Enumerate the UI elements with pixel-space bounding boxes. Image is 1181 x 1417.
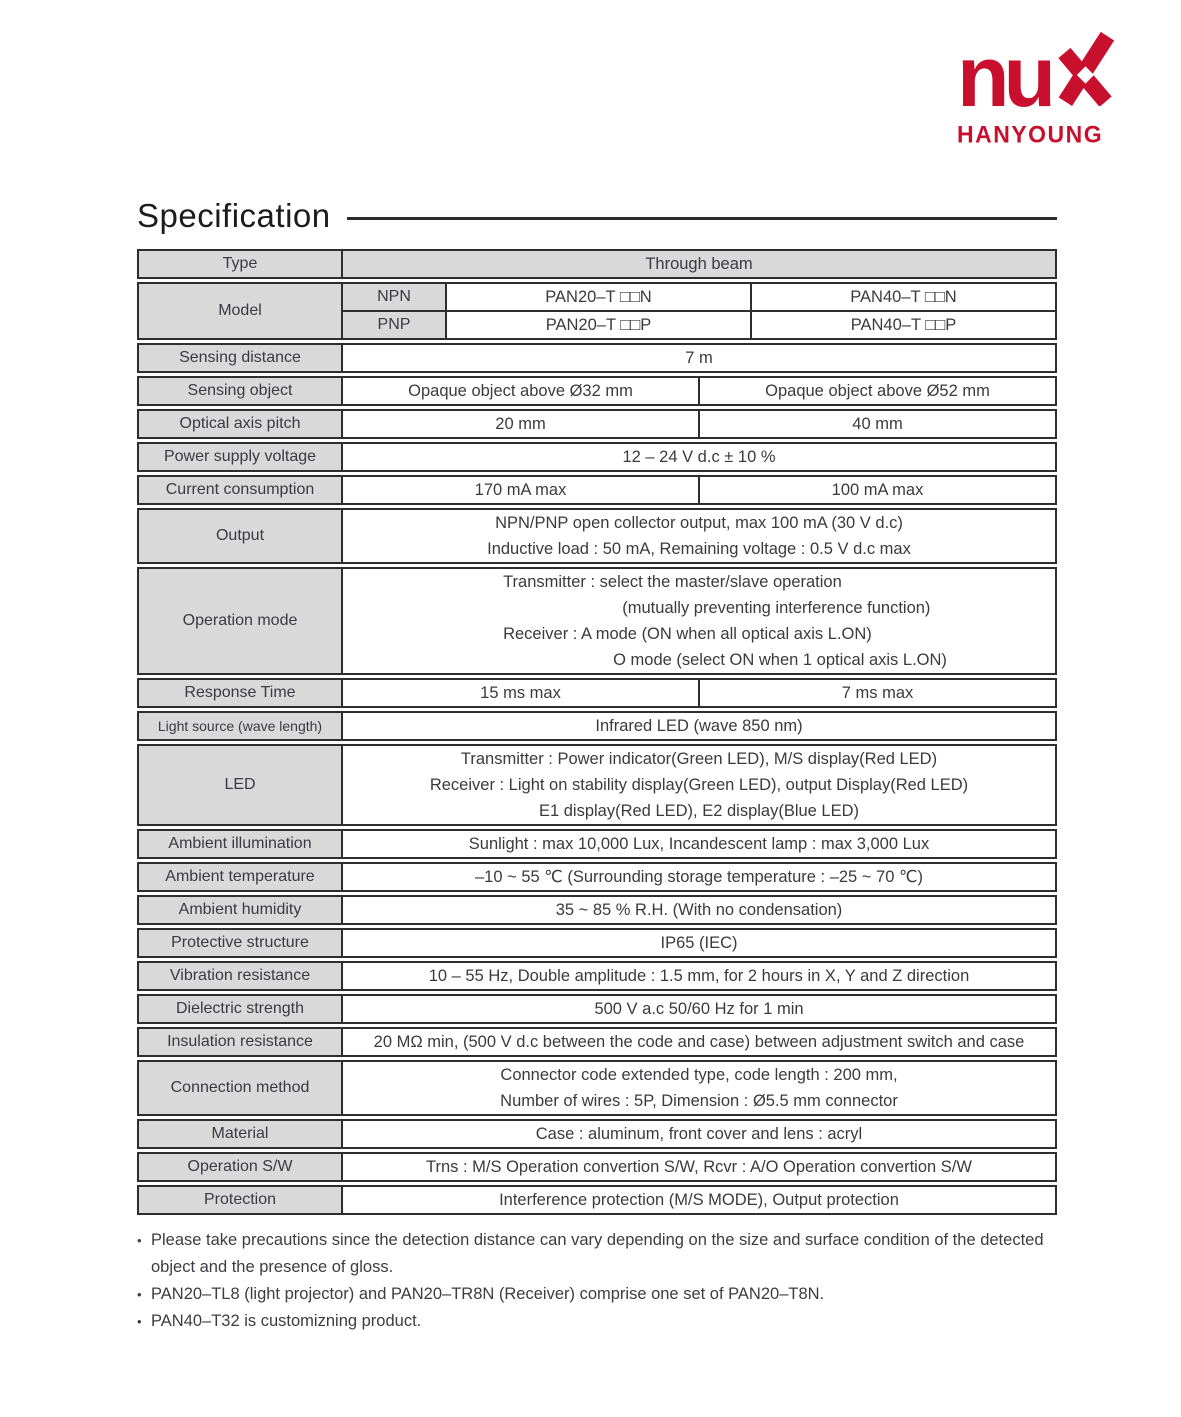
spec-row [137, 1119, 1057, 1149]
value-line: Trns : M/S Operation convertion S/W, Rcvr : A/O Operation convertion S/W [426, 1158, 972, 1176]
spec-row-value [343, 1187, 1055, 1213]
footnote-text: PAN20–TL8 (light projector) and PAN20–TR8N (Receiver) comprise one set of PAN20–T8N. [151, 1285, 825, 1303]
value-line: Opaque object above Ø52 mm [765, 382, 990, 400]
value-line: Receiver : Light on stability display(Green LED), output Display(Red LED) [429, 776, 969, 794]
spec-row [137, 961, 1057, 991]
spec-row-value [343, 996, 1055, 1022]
model-row [137, 282, 1057, 340]
spec-row-label: Current consumption [139, 477, 343, 503]
model-row-label: Model [139, 284, 343, 338]
spec-row [137, 1027, 1057, 1057]
spec-row-value [698, 378, 1055, 404]
value-line: 20 MΩ min, (500 V d.c between the code and case) between adjustment switch and case [373, 1033, 1025, 1051]
spec-row [137, 744, 1057, 826]
spec-row-label: Operation S/W [139, 1154, 343, 1180]
model-npn-row [343, 284, 1055, 312]
spec-row-label: Power supply voltage [139, 444, 343, 470]
spec-row-value [343, 345, 1055, 371]
value-text [705, 680, 1050, 706]
spec-row-value [698, 477, 1055, 503]
value-text [705, 477, 1050, 503]
model-pnp-row [343, 312, 1055, 338]
value-text [348, 444, 1050, 470]
spec-row-value [343, 510, 1055, 562]
spec-row-value [343, 831, 1055, 857]
spec-row-label: Protective structure [139, 930, 343, 956]
value-line: Connector code extended type, code length : 200 mm, [500, 1066, 898, 1084]
value-text [705, 411, 1050, 437]
value-text [348, 345, 1050, 371]
value-line: 10 – 55 Hz, Double amplitude : 1.5 mm, for 2 hours in X, Y and Z direction [428, 967, 970, 985]
spec-row [137, 895, 1057, 925]
spec-row-value [343, 963, 1055, 989]
value-line: 40 mm [852, 415, 903, 433]
spec-row-value [343, 864, 1055, 890]
spec-row [137, 1060, 1057, 1116]
value-line: Transmitter : select the master/slave operation [503, 573, 842, 591]
value-line: 12 – 24 V d.c ± 10 % [622, 448, 776, 466]
value-line: 100 mA max [831, 481, 924, 499]
value-line: Sunlight : max 10,000 Lux, Incandescent lamp : max 3,000 Lux [468, 835, 930, 853]
model-npn-pan40: PAN40–T □□N [750, 284, 1055, 310]
spec-row-label: Ambient illumination [139, 831, 343, 857]
spec-row-label: Ambient temperature [139, 864, 343, 890]
logo-brand [957, 29, 1153, 125]
model-pnp-label: PNP [343, 312, 447, 338]
spec-row-label: Response Time [139, 680, 343, 706]
spec-row-value [698, 411, 1055, 437]
spec-row-label: Protection [139, 1187, 343, 1213]
value-text [348, 1121, 1050, 1147]
spec-row-value [343, 930, 1055, 956]
logo-company-text: HANYOUNG [957, 120, 1104, 148]
value-text-block [503, 569, 947, 673]
value-line: Receiver : A mode (ON when all optical axis L.ON) [503, 625, 872, 643]
value-text [705, 378, 1050, 404]
value-text [348, 1154, 1050, 1180]
value-text [348, 746, 1050, 824]
model-pnp-pan40: PAN40–T □□P [750, 312, 1055, 338]
spec-row-value [343, 444, 1055, 470]
spec-row [137, 1152, 1057, 1182]
spec-row-value [343, 1062, 1055, 1114]
spec-row-label: Light source (wave length) [139, 713, 343, 739]
spec-row-label: Optical axis pitch [139, 411, 343, 437]
spec-row-value [343, 897, 1055, 923]
value-line: Interference protection (M/S MODE), Output protection [499, 1191, 899, 1209]
spec-row-label: Connection method [139, 1062, 343, 1114]
value-text [348, 680, 693, 706]
value-line: NPN/PNP open collector output, max 100 mA (30 V d.c) [495, 514, 903, 532]
value-text [348, 378, 693, 404]
spec-row [137, 409, 1057, 439]
footnote-item [137, 1308, 1063, 1335]
value-line: O mode (select ON when 1 optical axis L.ON) [503, 651, 947, 669]
spec-row-label: LED [139, 746, 343, 824]
value-text [348, 864, 1050, 890]
logo-x-icon [1056, 30, 1114, 106]
model-npn-label: NPN [343, 284, 447, 310]
spec-row-value [698, 680, 1055, 706]
footnotes [137, 1227, 1063, 1335]
value-line: (mutually preventing interference function) [503, 599, 931, 617]
value-line: 20 mm [495, 415, 546, 433]
bullet-icon: • [137, 1287, 142, 1302]
spec-row-value [343, 1029, 1055, 1055]
value-line: Opaque object above Ø32 mm [408, 382, 633, 400]
spec-row-label: Ambient humidity [139, 897, 343, 923]
spec-row-value [343, 746, 1055, 824]
spec-rows [137, 343, 1057, 1215]
value-line: Number of wires : 5P, Dimension : Ø5.5 mm connector [500, 1092, 898, 1110]
value-text [348, 713, 1050, 739]
spec-row-value [343, 1154, 1055, 1180]
spec-row-label: Sensing object [139, 378, 343, 404]
spec-row-label: Insulation resistance [139, 1029, 343, 1055]
value-text [348, 477, 693, 503]
spec-row [137, 678, 1057, 708]
spec-row-label: Dielectric strength [139, 996, 343, 1022]
bullet-icon: • [137, 1233, 142, 1248]
value-line: Transmitter : Power indicator(Green LED), M/S display(Red LED) [460, 750, 938, 768]
spec-row-value [343, 411, 698, 437]
page-title: Specification [137, 197, 331, 234]
type-row-label: Type [139, 251, 343, 277]
spec-table [137, 249, 1057, 1215]
value-line: 15 ms max [480, 684, 561, 702]
spec-row [137, 829, 1057, 859]
value-text [348, 897, 1050, 923]
title-rule [347, 217, 1057, 220]
spec-row [137, 442, 1057, 472]
value-text [348, 411, 693, 437]
value-text [348, 831, 1050, 857]
spec-row [137, 508, 1057, 564]
spec-row [137, 1185, 1057, 1215]
spec-row [137, 928, 1057, 958]
spec-row-value [343, 713, 1055, 739]
model-subtable [343, 284, 1055, 338]
value-line: 7 ms max [841, 684, 914, 702]
spec-row [137, 862, 1057, 892]
value-text [348, 930, 1050, 956]
value-line: 500 V a.c 50/60 Hz for 1 min [594, 1000, 804, 1018]
spec-row-label: Vibration resistance [139, 963, 343, 989]
model-npn-pan20: PAN20–T □□N [545, 288, 652, 306]
spec-row [137, 711, 1057, 741]
value-line: 7 m [685, 349, 713, 367]
value-line: Case : aluminum, front cover and lens : acryl [535, 1125, 863, 1143]
footnote-item [137, 1281, 1063, 1308]
logo-brand-text: nu [957, 29, 1051, 125]
value-text [348, 510, 1050, 562]
value-text [348, 1029, 1050, 1055]
value-text [348, 1062, 1050, 1114]
value-text [348, 996, 1050, 1022]
spec-row-label: Material [139, 1121, 343, 1147]
spec-row [137, 994, 1057, 1024]
spec-row [137, 475, 1057, 505]
spec-row-value [343, 1121, 1055, 1147]
spec-row [137, 567, 1057, 675]
footnote-text: PAN40–T32 is customizning product. [151, 1312, 422, 1330]
type-row-value: Through beam [343, 251, 1055, 277]
spec-row [137, 376, 1057, 406]
value-line: –10 ~ 55 ℃ (Surrounding storage temperature : –25 ~ 70 ℃) [475, 868, 923, 886]
model-pnp-pan20: PAN20–T □□P [545, 316, 652, 334]
value-line: IP65 (IEC) [660, 934, 738, 952]
spec-row-label: Operation mode [139, 569, 343, 673]
footnote-item [137, 1227, 1063, 1281]
brand-logo [957, 30, 1153, 147]
value-line: Infrared LED (wave 850 nm) [595, 717, 803, 735]
value-text [348, 1187, 1050, 1213]
footnote-text: Please take precautions since the detection distance can vary depending on the size and surface condition of the detected object and the presence of gloss. [151, 1231, 1044, 1276]
type-row [137, 249, 1057, 279]
spec-row-label: Sensing distance [139, 345, 343, 371]
value-line: Inductive load : 50 mA, Remaining voltage : 0.5 V d.c max [487, 540, 911, 558]
value-line: 170 mA max [474, 481, 567, 499]
spec-row-value [343, 680, 698, 706]
spec-row-value [343, 569, 1055, 673]
spec-section [137, 196, 1057, 1335]
spec-row [137, 343, 1057, 373]
section-header [137, 196, 1057, 236]
spec-row-value [343, 378, 698, 404]
spec-row-value [343, 477, 698, 503]
bullet-icon: • [137, 1314, 142, 1329]
spec-row-label: Output [139, 510, 343, 562]
value-line: E1 display(Red LED), E2 display(Blue LED) [538, 802, 860, 820]
value-line: 35 ~ 85 % R.H. (With no condensation) [555, 901, 843, 919]
value-text [348, 963, 1050, 989]
